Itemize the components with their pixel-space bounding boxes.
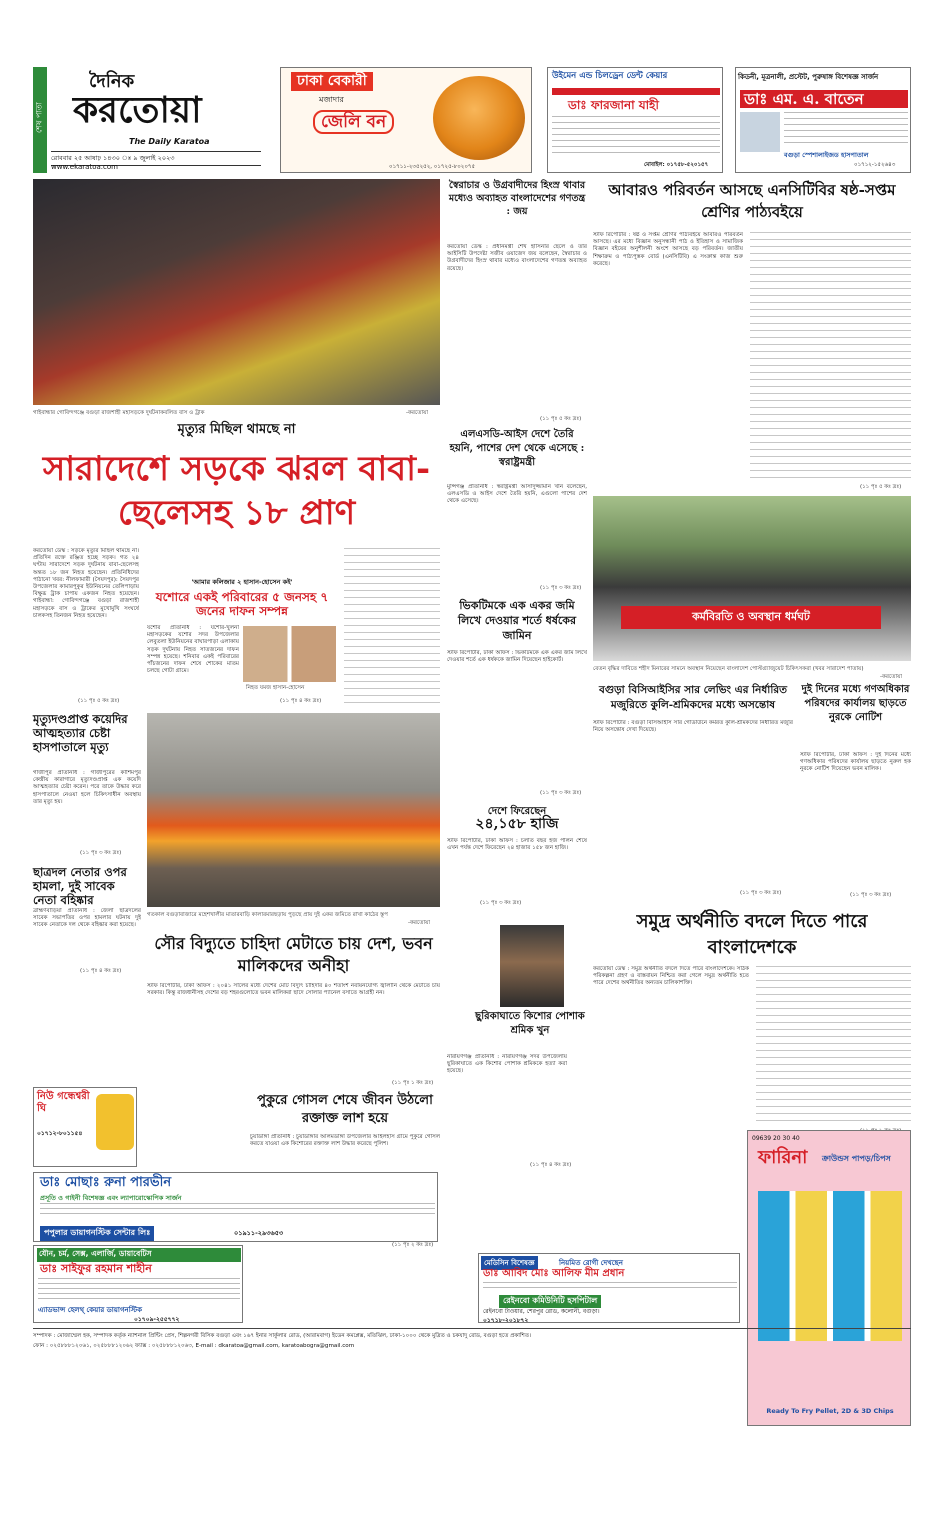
accident-headline: সারাদেশে সড়কে ঝরল বাবা-ছেলেসহ ১৮ প্রাণ: [42, 449, 431, 533]
solar-continued: (১১ পৃঃ ১ কঃ দ্রঃ): [392, 1080, 434, 1086]
hajj-body: স্টাফ রিপোর্টার, ঢাকা অফিস : চলতি বছর হজ পালন শেষে এখন পর্যন্ত দেশে ফিরেছেন ২৪ হাজার ১৫৮ জন হাজি।: [447, 838, 587, 852]
ad-alif: [478, 1253, 740, 1323]
accident-body: করতোয়া ডেস্ক : সড়কে মৃত্যুর মিছিল থামছে না। প্রতিদিন রক্তে রঞ্জিত হচ্ছে সড়ক। গত ২৪ ঘণ্টায় সারাদেশে সড়ক দুর্ঘটনায় বাবা-ছেলেসহ অন্তত ১৮ জন নিহত হয়েছেন। প্রতিনিধিদের পাঠানো খবর: নীলফামারী (সৈয়দপুর): সৈয়দপুর উপজেলার কামারপুকুর ইউনিয়নের তেলিপাড়ায় বিক্ষুব্ধ ট্রাক চাপায় একজন নিহত হয়েছেন। গাইবান্ধা: গোবিন্দগঞ্জে বগুড়া রাজশাহী মহাসড়কে বাস ও ট্রাকের মুখোমুখি সংঘর্ষে চালকসহ তিনজন নিহত হয়েছেন।: [33, 548, 139, 619]
footer-imprint: সম্পাদক : মোজাম্মেল হক, সম্পাদক কর্তৃক ন্যাশনাল প্রিন্টিং প্রেস, শিল্পনগরী বিসিক বগুড়া এবং ১৬৭ ইনার সার্কুলার রোড, (আরামবাগ) ইডেন কমপ্লেক্স, মতিঝিল, ঢাকা-১০০০ থেকে মুদ্রিত ও চকযাদু রোড, বগুড়া হতে প্রকাশিত।: [33, 1333, 532, 1339]
masthead-date: রোববার ২৫ আষাঢ় ১৪৩০ ঃ ৯ জুলাই ২০২৩: [51, 151, 261, 166]
shahin-doctor: ডাঃ সাইফুর রহমান শাহীন: [40, 1262, 152, 1275]
sea-headline: সমুদ্র অর্থনীতি বদলে দিতে পারে বাংলাদেশকে: [636, 911, 868, 958]
lsd-body: মুন্সিগঞ্জ প্রতিনিধি : স্বরাষ্ট্রমন্ত্রী আসাদুজ্জামান খান বলেছেন, এলএসডি ও আইস দেশে তৈরি হয়নি, এগুলো পাশের দেশ থেকে এসেছে।: [447, 484, 587, 505]
accident-photo-caption: গাইবান্ধার গোবিন্দগঞ্জে বগুড়া রাজশাহী মহাসড়কে দুর্ঘটনাকবলিত বাস ও ট্রাক: [33, 410, 205, 416]
jessore-photo-caption: নিহত যমজ হাসান-হোসেন: [246, 685, 305, 691]
solar-headline: সৌর বিদ্যুতে চাহিদা মেটাতে চায় দেশ, ভবন মালিকদের অনীহা: [154, 934, 433, 975]
dental-mobile: মোবাইল: ০১৭৫৮-৫২০১৫৭: [644, 162, 709, 168]
shahin-center: এ্যাডভান্স হেলথ্ কেয়ার ডায়াগনস্টিক: [38, 1306, 142, 1314]
hajj-headline: ২৪,১৫৮ হাজি: [475, 816, 559, 832]
masthead-website[interactable]: www.ekaratoa.com: [51, 163, 118, 171]
ad-dental: [547, 67, 723, 173]
runa-details: [40, 1203, 435, 1217]
shahin-phone: ০১৭০৯-২৫৫৭৭২: [134, 1316, 180, 1323]
masthead: [33, 67, 265, 173]
runa-phone: ০১৯১১-২৯৩৬৫৩: [234, 1229, 284, 1237]
masthead-title-en: The Daily Karatoa: [129, 137, 210, 146]
accident-kicker: মৃত্যুর মিছিল থামছে না: [177, 422, 296, 437]
strike-banner: কর্মবিরতি ও অবস্থান ধর্মঘট: [621, 606, 881, 629]
solar-body: স্টাফ রিপোর্টার, ঢাকা অফিস : ২০৪১ সালের মধ্যে দেশের মোট বিদ্যুৎ চাহিদার ৪০ শতাংশ নবায়নযোগ্য জ্বালানি থেকে মেটাতে চায় সরকার। কিন্তু রাজধানীসহ দেশের বড় শহরগুলোতে ভবন মালিকরা ছাদে সোলার প্যানেল বসাতে আগ্রহী নন।: [147, 983, 440, 997]
alif-hospital: রেইনবো কমিউনিটি হসপিটাল: [499, 1295, 601, 1308]
runa-center: পপুলার ডায়াগনস্টিক সেন্টার লিঃ: [40, 1226, 154, 1241]
strike-caption: বেতন বৃদ্ধির দাবিতে শহীদ মিনারের সামনে অবস্থান নিয়েছেন বাংলাদেশ পোস্টগ্র্যাজুয়েট চিকিৎসকরা (খবর সারাদেশ পাতায়): [593, 666, 864, 672]
bakery-name: ঢাকা বেকারী: [291, 72, 373, 91]
jessore-continued: (১১ পৃঃ ৪ কঃ দ্রঃ): [280, 698, 322, 704]
notice-continued: (১১ পৃঃ ৩ কঃ দ্রঃ): [850, 892, 892, 898]
dental-details: [552, 116, 720, 158]
surgeon-hospital: বগুড়া স্পেশালাইজড হাসপাতাল: [784, 151, 869, 159]
nctb-continued: (১১ পৃঃ ৫ কঃ দ্রঃ): [860, 484, 902, 490]
masthead-title-small: দৈনিক: [89, 71, 135, 92]
alif-details: [483, 1282, 737, 1292]
shahin-details: [38, 1278, 240, 1300]
bakery-product: জেলি বন: [313, 110, 394, 134]
fire-photo: [147, 713, 440, 907]
alif-label: মেডিসিন বিশেষজ্ঞ: [481, 1256, 538, 1270]
hajj-continued: (১১ পৃঃ ৩ কঃ দ্রঃ): [480, 900, 522, 906]
footer-contacts: ফোন : ০২৫৮৮৮১২০৬১, ০২৫৮৮৮১২০৬২ ফ্যাক্স : ০২৫৮৮৮১২০৬৩, E-mail : dkaratoa@gmail.com, karatoabogra@gmail.com: [33, 1343, 355, 1349]
fire-caption: গতকাল বগুড়াবাজারে মহেশখালীর মাতারবাড়ি কালারমারছড়ায় পুড়ছে প্রায় দুই একর জমিতে রাখা কাঠের স্তূপ: [147, 912, 388, 918]
hajj-kicker: দেশে ফিরেছেন: [487, 806, 547, 817]
ad-farina: [747, 1130, 911, 1426]
lsd-continued: (১১ পৃঃ ৩ কঃ দ্রঃ): [540, 585, 582, 591]
rape-body: স্টাফ রিপোর্টার, ঢাকা অফিস : ভিকটিমকে এক একর জমি লিখে দেওয়ার শর্তে এক ধর্ষককে জামিন দিয়েছেন হাইকোর্ট।: [447, 650, 587, 664]
ad-runa: [33, 1172, 438, 1242]
surgeon-doctor: ডাঃ এম. এ. বাতেন: [740, 90, 908, 108]
killed-continued: (১১ পৃঃ ৪ কঃ দ্রঃ): [530, 1162, 572, 1168]
dental-doctor: ডাঃ ফারজানা যাহী: [568, 98, 659, 112]
ad-shahin: [33, 1245, 243, 1323]
prisoner-continued: (১১ পৃঃ ৩ কঃ দ্রঃ): [80, 850, 122, 856]
bcic-body: স্টাফ রিপোর্টার : বগুড়া বিসিআইসি সার গোডাউনে কর্মরত কুলি-শ্রমিকদের নির্ধারিত মজুরি নিয়ে অসন্তোষ দেখা দিয়েছে।: [593, 720, 793, 734]
ghee-jar: [96, 1094, 134, 1150]
nctb-body: স্টাফ রিপোর্টার : ষষ্ঠ ও সপ্তম শ্রেণির পাঠ্যবইয়ে আবারও পরিবর্তন আসছে। এর মধ্যে বিজ্ঞান অনুসন্ধানী পাঠ ও ইতিহাস ও সামাজিক বিজ্ঞান বইয়ের অনুশীলনী অংশে আসছে বড় পরিবর্তন। জাতীয় শিক্ষাক্রম ও পাঠ্যপুস্তক বোর্ড (এনসিটিবি) এ সংক্রান্ত কাজ শুরু করেছে।: [593, 232, 743, 267]
notice-headline: দুই দিনের মধ্যে গণঅধিকার পরিষদের কার্যালয় ছাড়তে নুরকে নোটিশ: [801, 684, 910, 723]
dental-subline: [552, 88, 720, 95]
alif-note: নিয়মিত রোগী দেখছেন: [559, 1259, 623, 1267]
jessore-photo: [243, 626, 336, 682]
ad-surgeon: [735, 67, 911, 173]
runa-doctor: ডাঃ মোছাঃ রুনা পারভীন: [40, 1175, 172, 1190]
bakery-phone: ০১৭১১-২৩৫২৫২, ০১৭২৫-৮০২০৭৫: [389, 164, 476, 170]
surgeon-photo: [740, 112, 780, 152]
strike-photo: [593, 496, 911, 661]
nctb-headline: আবারও পরিবর্তন আসছে এনসিটিবির ষষ্ঠ-সপ্তম শ্রেণির পাঠ্যবইয়ে: [608, 181, 896, 221]
footer-rule: [33, 1328, 911, 1329]
side-label: শেষ পাতা: [33, 67, 47, 173]
bcic-headline: বগুড়া বিসিআইসির সার লেভিং এর নির্ধারিত মজুরিতে কুলি-শ্রমিকদের মধ্যে অসন্তোষ: [599, 684, 787, 711]
accident-continued: (১১ পৃঃ ৫ কঃ দ্রঃ): [78, 698, 120, 704]
bakery-tag: মজাদার: [319, 95, 344, 104]
ghee-phone: ০১৭১২-৮০১১৫৪: [37, 1130, 83, 1137]
killed-body: নারায়ণগঞ্জ প্রতিনিধি : নারায়ণগঞ্জ সদর উপজেলায় ছুরিকাঘাতে এক কিশোর পোশাক শ্রমিককে হত্যা করা হয়েছে।: [447, 1054, 567, 1075]
jessore-headline: যশোরে একই পরিবারের ৫ জনসহ ৭ জনের দাফন সম্পন্ন: [155, 590, 329, 619]
democracy-headline: স্বৈরাচার ও উগ্রবাদীদের হিংস্র থাবার মধ্যেও অব্যাহত বাংলাদেশের গণতন্ত্র : জয়: [448, 180, 586, 217]
pond-continued: (১১ পৃঃ ২ কঃ দ্রঃ): [392, 1242, 434, 1248]
runa-specialty: প্রসূতি ও গাইনী বিশেষজ্ঞ এবং ল্যাপারোস্কোপিক সার্জন: [40, 1194, 182, 1202]
dental-title: উইমেন এন্ড চিলড্রেন ডেন্ট কেয়ার: [552, 71, 668, 81]
ad-bakery: [280, 67, 532, 173]
strike-credit: -করতোয়া: [880, 674, 902, 680]
farina-phone: 09639 20 30 40: [752, 1135, 800, 1142]
killed-headline: ছুরিকাঘাতে কিশোর পোশাক শ্রমিক খুন: [475, 1011, 585, 1036]
rape-headline: ভিকটিমকে এক একর জমি লিখে দেওয়ার শর্তে ধর্ষকের জামিন: [457, 599, 577, 642]
jessore-quote: 'আমার কলিজার ২ হাসান-হোসেন কই': [191, 578, 293, 586]
surgeon-phone: ০১৭১২-১৫২৬৪৩: [854, 162, 896, 168]
democracy-continued: (১১ পৃঃ ৫ কঃ দ্রঃ): [540, 416, 582, 422]
jessore-body: যশোর প্রতিনিধি : যশোর-খুলনা মহাসড়কের যশোর সদর উপজেলার লেবুতলা ইউনিয়নের বাঘারপাড়া এলাকায় সড়ক দুর্ঘটনায় নিহত সাতজনের দাফন সম্পন্ন হয়েছে। শনিবার একই পরিবারের পাঁচজনের দাফন শেষে শোকের মাতম চলছে গোটা গ্রামে।: [147, 625, 239, 675]
prisoner-headline: মৃত্যুদণ্ডপ্রাপ্ত কয়েদির আত্মহত্যার চেষ্টা হাসপাতালে মৃত্যু: [33, 712, 128, 754]
democracy-body: করতোয়া ডেস্ক : প্রধানমন্ত্রী শেখ হাসিনার ছেলে ও তার আইসিটি উপদেষ্টা সজীব ওয়াজেদ জয় বলেছেন, স্বৈরাচার ও উগ্রবাদীদের হিংস্র থাবার মধ্যেও বাংলাদেশের গণতন্ত্র অব্যাহত রয়েছে।: [447, 244, 587, 272]
accident-body-col3: [344, 548, 440, 703]
masthead-title: করতোয়া: [73, 89, 202, 131]
jelly-bun-image: [433, 76, 525, 160]
leader-continued: (১১ পৃঃ ৪ কঃ দ্রঃ): [80, 968, 122, 974]
ghee-name: নিউ গন্ধেশ্বরী ঘি: [37, 1091, 90, 1114]
alif-phone: ০১৭১৮-২০১৮৭২: [483, 1317, 529, 1323]
notice-body: স্টাফ রিপোর্টার, ঢাকা অফিস : দুই দিনের মধ্যে গণঅধিকার পরিষদের কার্যালয় ছাড়তে নুরুল হক নুরকে নোটিশ দিয়েছেন ভবন মালিক।: [800, 752, 911, 773]
lsd-headline: এলএসডি-আইস দেশে তৈরি হয়নি, পাশের দেশ থেকে এসেছে : স্বরাষ্ট্রমন্ত্রী: [449, 429, 585, 468]
farina-brand: ফারিনা: [758, 1147, 808, 1168]
fire-credit: -করতোয়া: [408, 920, 430, 926]
pond-headline: পুকুরে গোসল শেষে জীবন উঠলো রক্তাক্ত লাশ হয়ে: [257, 1093, 433, 1126]
alif-doctor: ডাঃ আবিদ মোঃ আলিফ মীম প্রধান: [483, 1268, 625, 1279]
nctb-body-col2: [750, 232, 911, 484]
victim-photo: [500, 925, 564, 1007]
leader-headline: ছাত্রদল নেতার ওপর হামলা, দুই সাবেক নেতা বহিষ্কার: [33, 865, 127, 907]
leader-body: ব্রাহ্মণবাড়িয়া প্রতিনিধি : জেলা ছাত্রদলের সাবেক সভাপতির ওপর হামলার ঘটনায় দুই সাবেক নেতাকে দল থেকে বহিষ্কার করা হয়েছে।: [33, 908, 141, 929]
ad-ghee: [33, 1087, 137, 1167]
bcic-continued: (১১ পৃঃ ৩ কঃ দ্রঃ): [740, 890, 782, 896]
prisoner-body: গাজীপুর প্রতিনিধি : গাজীপুরের কাশিমপুর কেন্দ্রীয় কারাগারে মৃত্যুদণ্ডপ্রাপ্ত এক কয়েদি আত্মহত্যার চেষ্টা করেন। পরে তাকে উদ্ধার করে হাসপাতালে নেওয়া হলে চিকিৎসাধীন অবস্থায় তার মৃত্যু হয়।: [33, 770, 141, 805]
farina-packets: [758, 1191, 902, 1341]
farina-product: ক্রাউন্ডস পাপড়/চিপস: [822, 1154, 891, 1163]
farina-slogan: Ready To Fry Pellet, 2D & 3D Chips: [766, 1407, 894, 1415]
accident-photo-credit: -করতোয়া: [406, 410, 428, 416]
pond-body: চুয়াডাঙ্গা প্রতিনিধি : চুয়াডাঙ্গার আলমডাঙ্গা উপজেলার আইলহাঁস গ্রামে পুকুরে গোসল করতে যাওয়া এক কিশোরের রক্তাক্ত লাশ উদ্ধার করেছে পুলিশ।: [250, 1134, 440, 1148]
rape-continued: (১১ পৃঃ ৩ কঃ দ্রঃ): [540, 790, 582, 796]
accident-photo: [33, 179, 440, 405]
sea-body: করতোয়া ডেস্ক : সমুদ্র অর্থনীতি বদলে দিতে পারে বাংলাদেশকে। সঠিক পরিকল্পনা গ্রহণ ও বাস্তবায়ন নিশ্চিত করা গেলে সমুদ্র অর্থনীতি হতে পারে দেশের অর্থনীতির অন্যতম চালিকাশক্তি।: [593, 966, 749, 987]
alif-address: রেইনবো টাওয়ার, শেরপুর রোড, কলোনী, বগুড়া।: [483, 1308, 600, 1315]
surgeon-title: কিডনী, মূত্রনালী, প্রস্টেট, পুরুষাঙ্গ বিশেষজ্ঞ সার্জন: [738, 73, 879, 81]
shahin-title: যৌন, চর্ম, সেক্স, এলার্জি, ডায়াবেটিস: [37, 1248, 241, 1262]
surgeon-details: [784, 112, 908, 146]
sea-body-col2: [756, 966, 911, 1126]
